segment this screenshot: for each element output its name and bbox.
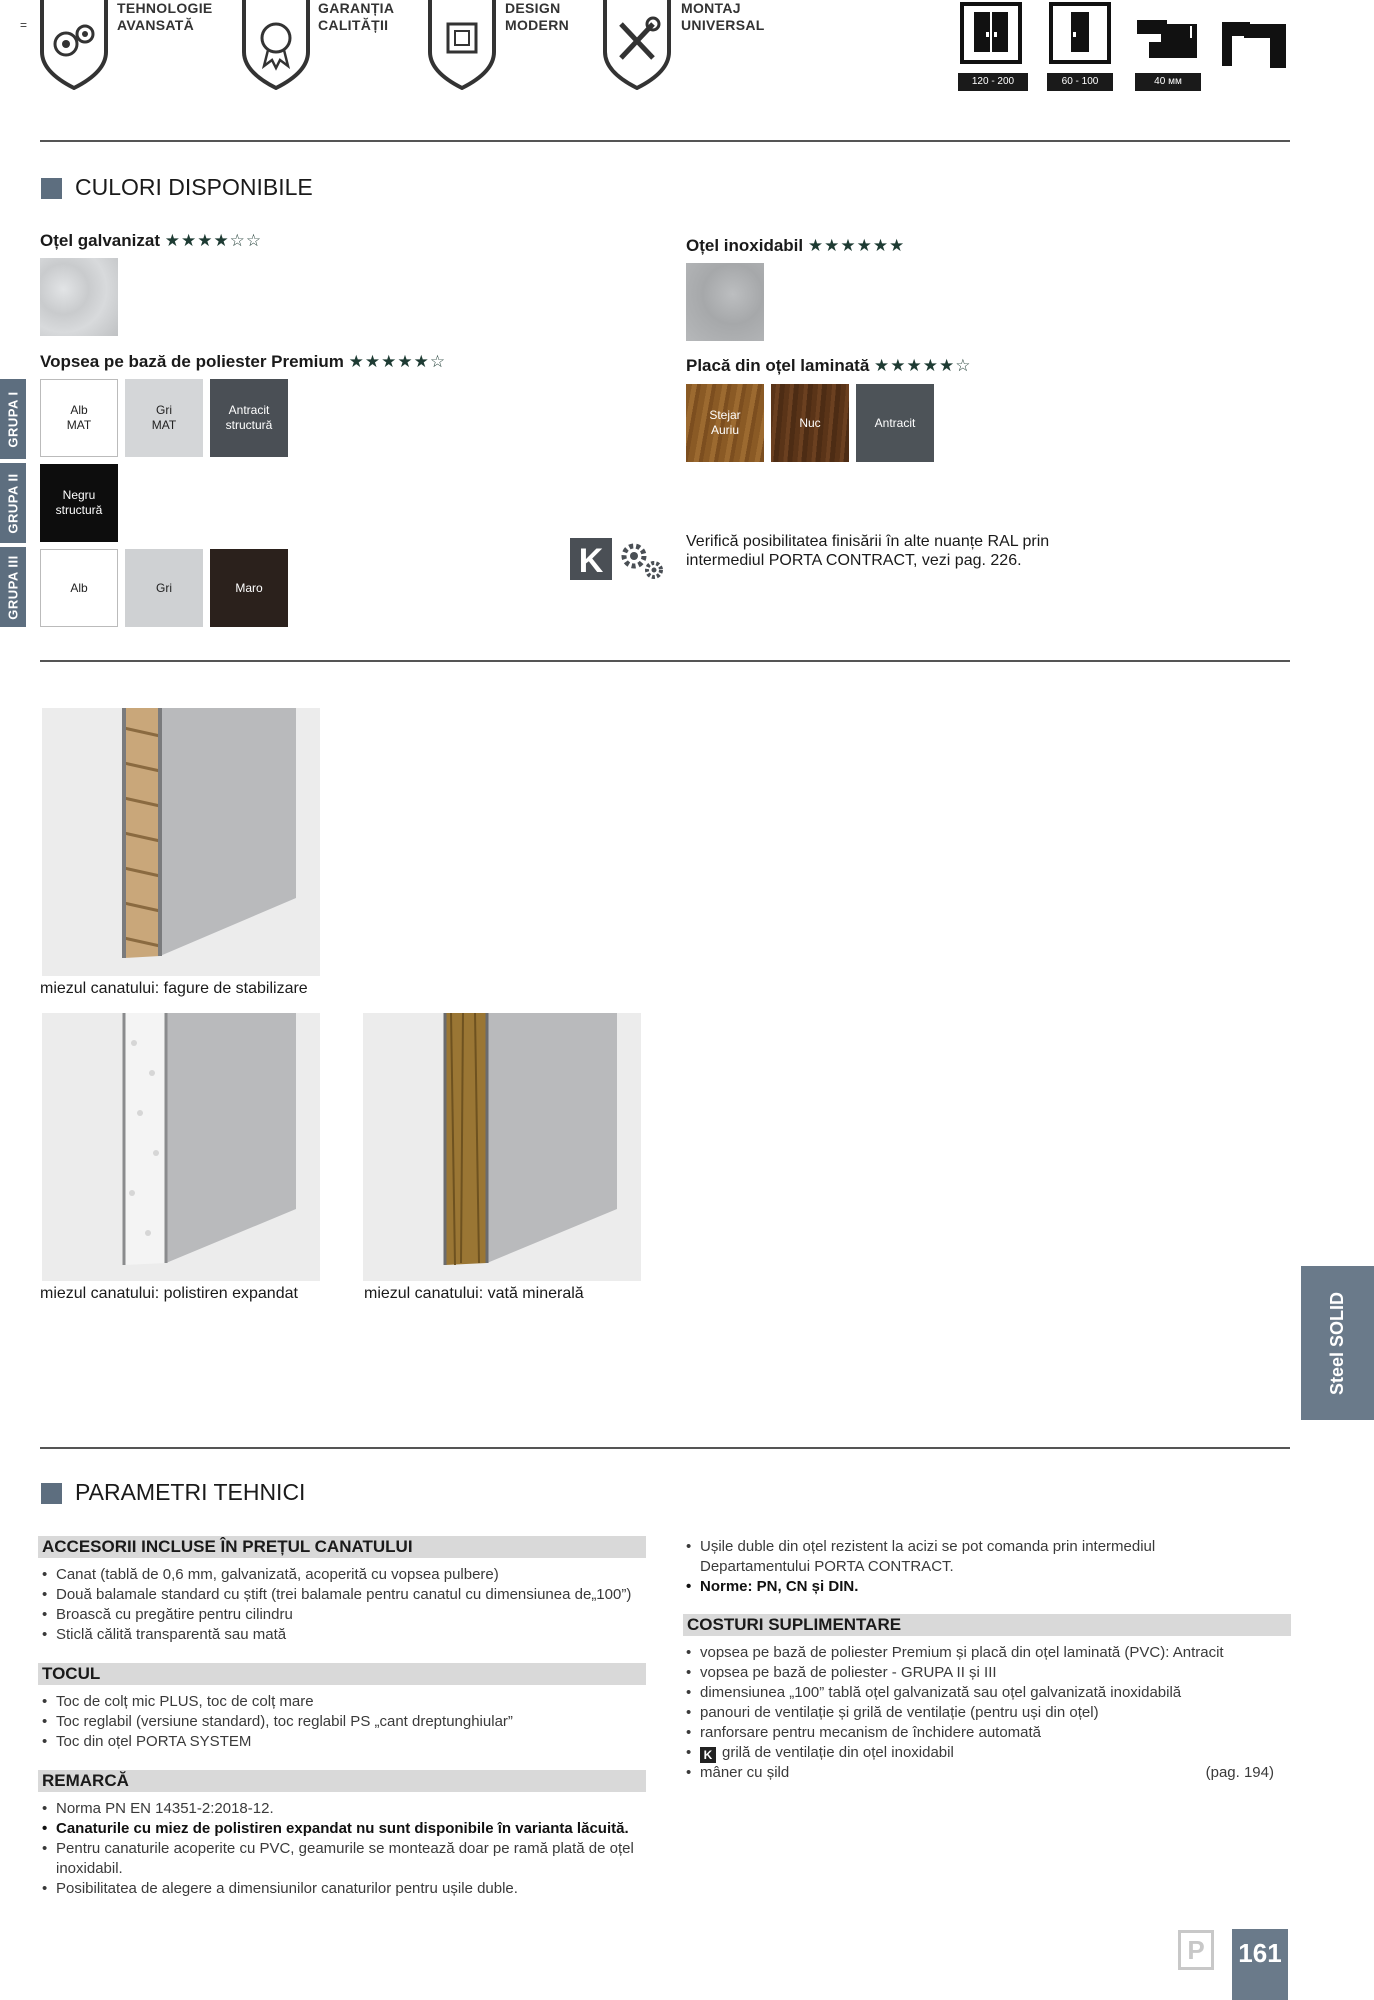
laminated-steel-heading: Placă din oțel laminată ★★★★★☆	[686, 356, 972, 375]
color-swatch-anthracite-structure: Antracit structură	[210, 379, 288, 457]
porta-contract-k-icon: K	[570, 538, 612, 580]
color-swatch-walnut: Nuc	[771, 384, 849, 462]
list-item: • mâner cu șild (pag. 194)	[684, 1763, 1294, 1783]
list-item-k: • K grilă de ventilație din oțel inoxidabil	[684, 1743, 1294, 1763]
group-tab-3: GRUPA III	[0, 547, 26, 627]
colors-section-title: CULORI DISPONIBILE	[75, 174, 313, 200]
list-item: • ranforsare pentru mecanism de închidere automată	[684, 1723, 1294, 1743]
remark-heading: REMARCĂ	[38, 1770, 646, 1792]
rating-stars: ★★★★☆☆	[164, 231, 263, 250]
size-tag-double: 120 - 200	[958, 73, 1028, 91]
feature-label-design: DESIGN MODERN	[505, 0, 570, 33]
double-door-icon	[960, 2, 1022, 64]
accessories-list	[40, 1565, 650, 1645]
list-item: • Posibilitatea de alegere a dimensiunilor canaturilor pentru ușile duble.	[40, 1879, 640, 1899]
gears-shield-icon	[38, 0, 110, 90]
tools-shield-icon	[601, 0, 673, 90]
core-honeycomb-image	[42, 708, 320, 976]
color-swatch-grey-mat: Gri MAT	[125, 379, 203, 457]
list-item: • vopsea pe bază de poliester - GRUPA II și III	[684, 1663, 1294, 1683]
quality-badge-shield-icon	[240, 0, 312, 90]
list-item: • panouri de ventilație și grilă de ventilație (pentru uși din oțel)	[684, 1703, 1294, 1723]
params-section-title: PARAMETRI TEHNICI	[75, 1479, 306, 1505]
group-tab-1: GRUPA I	[0, 379, 26, 459]
galvanized-steel-swatch	[40, 258, 118, 336]
rating-stars: ★★★★★☆	[874, 356, 972, 375]
remark-list	[40, 1799, 640, 1899]
stainless-steel-heading: Oțel inoxidabil ★★★★★★	[686, 236, 906, 255]
color-swatch-anthracite-laminate: Antracit	[856, 384, 934, 462]
porta-contract-k-icon: K	[700, 1747, 716, 1763]
core-honeycomb-caption: miezul canatului: fagure de stabilizare	[40, 980, 308, 997]
ral-finish-note: Verifică posibilitatea finisării în alte nuanțe RAL prin intermediul PORTA CONTRACT, vezi pag. 226.	[686, 533, 1050, 569]
color-swatch-grey: Gri	[125, 549, 203, 627]
frame-list	[40, 1692, 650, 1752]
list-item: • Toc de colț mic PLUS, toc de colț mare	[40, 1692, 650, 1712]
page-reference: (pag. 194)	[1205, 1764, 1274, 1781]
extra-costs-heading: COSTURI SUPLIMENTARE	[683, 1614, 1291, 1636]
feature-label-technology: TEHNOLOGIE AVANSATĂ	[117, 0, 213, 33]
porta-logo-icon: P	[1178, 1930, 1214, 1970]
page-number: 161	[1232, 1929, 1288, 2000]
size-tag-thickness: 40 мм	[1135, 73, 1201, 91]
core-polystyrene-caption: miezul canatului: polistiren expandat	[40, 1285, 298, 1302]
gears-icon	[618, 538, 666, 587]
divider-lower	[40, 1447, 1290, 1449]
list-item: • Ușile duble din oțel rezistent la acizi se pot comanda prin intermediul Departamentului PORTA CONTRACT.	[684, 1537, 1244, 1577]
stainless-steel-swatch	[686, 263, 764, 341]
list-item: • vopsea pe bază de poliester Premium și placă din oțel laminată (PVC): Antracit	[684, 1643, 1294, 1663]
frame-profile-icon	[1220, 2, 1282, 64]
list-item: • Toc din oțel PORTA SYSTEM	[40, 1732, 650, 1752]
size-tag-single: 60 - 100	[1047, 73, 1113, 91]
section-marker	[41, 1483, 62, 1504]
premium-polyester-heading: Vopsea pe bază de poliester Premium ★★★★★☆	[40, 352, 447, 371]
core-polystyrene-image	[42, 1013, 320, 1281]
product-side-tab: Steel SOLID	[1301, 1266, 1374, 1420]
list-item-bold: • Norme: PN, CN și DIN.	[684, 1577, 1244, 1597]
thickness-icon	[1135, 2, 1197, 64]
list-item: • Toc reglabil (versiune standard), toc reglabil PS „cant dreptunghiular”	[40, 1712, 650, 1732]
double-doors-note-list	[684, 1537, 1244, 1597]
color-swatch-brown: Maro	[210, 549, 288, 627]
accessories-heading: ACCESORII INCLUSE ÎN PREȚUL CANATULUI	[38, 1536, 646, 1558]
list-item: • Sticlă călită transparentă sau mată	[40, 1625, 650, 1645]
galvanized-steel-heading: Oțel galvanizat ★★★★☆☆	[40, 231, 263, 250]
list-item: • Două balamale standard cu știft (trei balamale pentru canatul cu dimensiunea de„100”)	[40, 1585, 650, 1605]
rating-stars: ★★★★★★	[807, 236, 906, 255]
core-mineral-wool-caption: miezul canatului: vată minerală	[364, 1285, 584, 1302]
group-tab-2: GRUPA II	[0, 463, 26, 543]
extra-costs-list	[684, 1643, 1294, 1783]
feature-label-mounting: MONTAJ UNIVERSAL	[681, 0, 765, 33]
color-swatch-black-structure: Negru structură	[40, 464, 118, 542]
core-mineral-wool-image	[363, 1013, 641, 1281]
list-item: • Norma PN EN 14351-2:2018-12.	[40, 1799, 640, 1819]
list-item: • Canat (tablă de 0,6 mm, galvanizată, acoperită cu vopsea pulbere)	[40, 1565, 650, 1585]
frame-heading: TOCUL	[38, 1663, 646, 1685]
list-item: • dimensiunea „100” tablă oțel galvanizată sau oțel galvanizată inoxidabilă	[684, 1683, 1294, 1703]
divider-top	[40, 140, 1290, 142]
feature-label-quality: GARANȚIA CALITĂȚII	[318, 0, 395, 33]
color-swatch-white: Alb	[40, 549, 118, 627]
margin-mark: =	[20, 18, 28, 32]
color-swatch-golden-oak: Stejar Auriu	[686, 384, 764, 462]
section-marker	[41, 178, 62, 199]
divider-middle	[40, 660, 1290, 662]
single-door-icon	[1049, 2, 1111, 64]
list-item: • Pentru canaturile acoperite cu PVC, geamurile se montează doar pe ramă plată de oțel inoxidabil.	[40, 1839, 640, 1879]
color-swatch-white-mat: Alb MAT	[40, 379, 118, 457]
chip-shield-icon	[426, 0, 498, 90]
list-item-bold: • Canaturile cu miez de polistiren expandat nu sunt disponibile în varianta lăcuită.	[40, 1819, 640, 1839]
rating-stars: ★★★★★☆	[348, 352, 447, 371]
list-item: • Broască cu pregătire pentru cilindru	[40, 1605, 650, 1625]
